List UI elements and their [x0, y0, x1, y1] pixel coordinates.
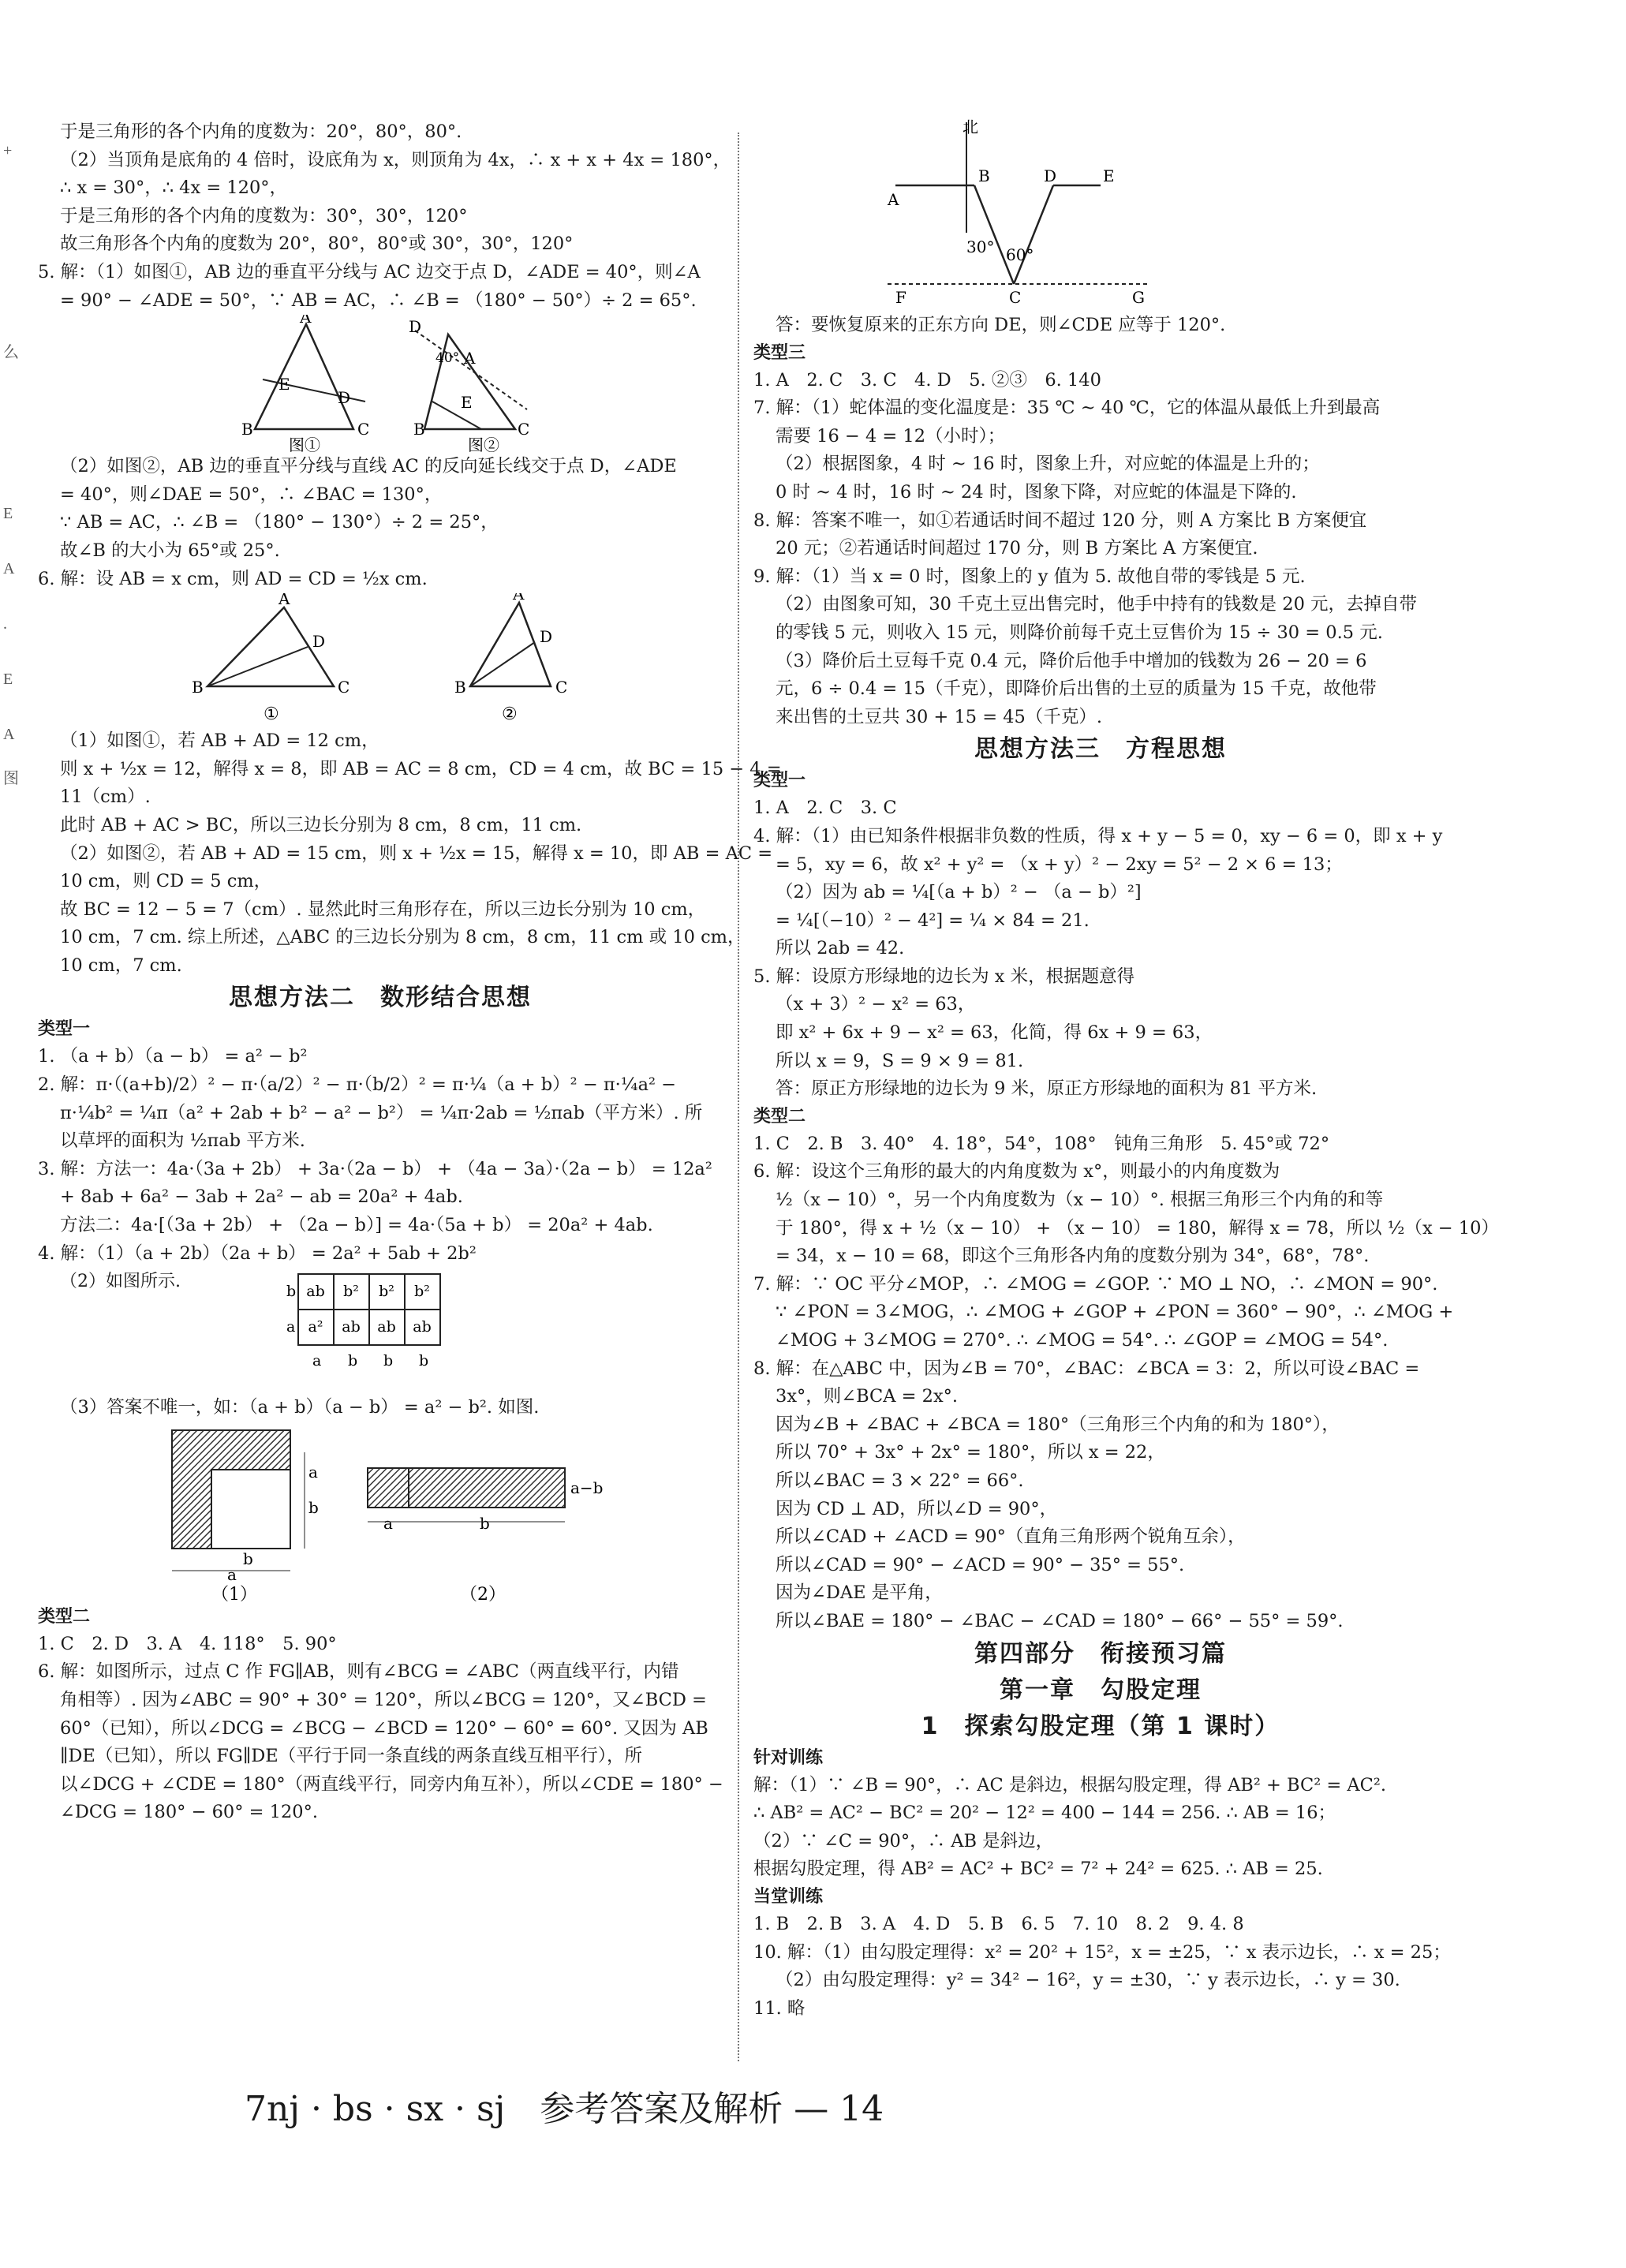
text-line: 以∠DCG + ∠CDE = 180°（两直线平行，同旁内角互补），所以∠CDE = 180° − [60, 1773, 723, 1795]
svg-text:C: C [1009, 288, 1022, 307]
svg-text:a²: a² [308, 1318, 323, 1336]
text-line: 角相等）. 因为∠ABC = 90° + 30° = 120°，所以∠BCG = 120°，又∠BCD = [60, 1690, 707, 1710]
text-line: = 90° − ∠ADE = 50°，∵ AB = AC，∴ ∠B = （180° − 50°）÷ 2 = 65°. [60, 290, 697, 311]
section-heading: 第一章 勾股定理 [1000, 1676, 1202, 1704]
text-line: （2）如图②，若 AB + AD = 15 cm，则 x + ½x = 15，解得 x = 10，即 AB = AC = [60, 843, 773, 864]
section-heading: 第四部分 衔接预习篇 [974, 1639, 1227, 1668]
text-line: 于是三角形的各个内角的度数为：30°，30°，120° [60, 205, 468, 226]
svg-text:E: E [461, 393, 473, 413]
text-line: 7. 解：∵ OC 平分∠MOP，∴ ∠MOG = ∠GOP. ∵ MO ⊥ NO，∴ ∠MON = 90°. [753, 1273, 1438, 1295]
text-line: 则 x + ½x = 12，解得 x = 8，即 AB = AC = 8 cm，CD = 4 cm，故 BC = 15 − 4 = [60, 758, 782, 779]
text-line: 1. A 2. C 3. C 4. D 5. ②③ 6. 140 [753, 369, 1101, 390]
svg-text:A: A [888, 190, 899, 209]
type-label: 当堂训练 [753, 1886, 824, 1907]
svg-text:D: D [540, 627, 553, 647]
svg-text:C: C [338, 678, 350, 697]
svg-text:a−b: a−b [570, 1478, 604, 1497]
svg-text:北: 北 [963, 118, 978, 136]
text-line: 所以∠BAC = 3 × 22° = 66°. [776, 1470, 1024, 1491]
text-line: 元，6 ÷ 0.4 = 15（千克），即降价后出售的土豆的质量为 15 千克，故他带 [776, 678, 1377, 700]
text-line: 0 时 ~ 4 时，16 时 ~ 24 时，图象下降，对应蛇的体温是下降的. [776, 481, 1297, 503]
text-line: 5. 解：（1）如图①，AB 边的垂直平分线与 AC 边交于点 D，∠ADE = 40°，则∠A [38, 261, 701, 282]
text-line: 11. 略 [753, 1997, 806, 2019]
svg-text:B: B [192, 678, 204, 697]
text-line: + 8ab + 6a² − 3ab + 2a² − ab = 20a² + 4ab. [60, 1186, 463, 1208]
svg-text:F: F [895, 288, 906, 307]
text-line: 6. 解：如图所示，过点 C 作 FG∥AB，则有∠BCG = ∠ABC（两直线平行，内错 [38, 1661, 679, 1683]
svg-text:a: a [286, 1318, 296, 1336]
text-line: 答：要恢复原来的正东方向 DE，则∠CDE 应等于 120°. [776, 315, 1226, 335]
right-column [753, 118, 1499, 2023]
text-line: 20 元；②若通话时间超过 170 分，则 B 方案比 A 方案便宜. [776, 538, 1258, 559]
text-line: 所以 x = 9，S = 9 × 9 = 81. [776, 1050, 1024, 1071]
svg-text:ab: ab [377, 1318, 396, 1336]
text-line: 5. 解：设原方形绿地的边长为 x 米，根据题意得 [753, 966, 1135, 987]
text-line: 4. 解：（1）（a + 2b）（2a + b） = 2a² + 5ab + 2b² [38, 1242, 477, 1264]
text-line: 1. B 2. B 3. A 4. D 5. B 6. 5 7. 10 8. 2 9. 4. 8 [753, 1913, 1244, 1934]
text-line: （3）答案不唯一，如：（a + b）（a − b） = a² − b². 如图. [60, 1397, 540, 1418]
svg-text:C: C [518, 420, 530, 439]
svg-text:a: a [383, 1513, 393, 1533]
svg-text:a: a [308, 1462, 318, 1481]
text-line: ∴ AB² = AC² − BC² = 20² − 12² = 400 − 144 = 256. ∴ AB = 16； [753, 1803, 1336, 1824]
svg-text:D: D [409, 317, 422, 337]
text-line: 于是三角形的各个内角的度数为：20°，80°，80°. [60, 121, 462, 142]
text-line: 所以∠CAD = 90° − ∠ACD = 90° − 35° = 55°. [776, 1554, 1185, 1575]
text-line: 2. 解：π·（(a+b)/2）² − π·（a/2）² − π·（b/2）² = π·¼（a + b）² − π·¼a² − [38, 1074, 677, 1096]
figure-4 [38, 1422, 723, 1604]
type-label: 针对训练 [753, 1747, 824, 1768]
text-line: = 34，x − 10 = 68，即这个三角形各内角的度数分别为 34°，68°，78°. [776, 1246, 1370, 1267]
figure-2 [38, 593, 723, 727]
svg-text:b: b [243, 1549, 253, 1568]
text-line: （3）降价后土豆每千克 0.4 元，降价后他手中增加的钱数为 26 − 20 = 6 [776, 650, 1367, 671]
text-line: = 40°，则∠DAE = 50°，∴ ∠BAC = 130°， [60, 484, 443, 505]
svg-text:E: E [278, 375, 290, 394]
svg-text:40°: 40° [435, 350, 460, 367]
section-heading: 1 探索勾股定理（第 1 课时） [921, 1712, 1280, 1740]
svg-text:b²: b² [379, 1283, 394, 1301]
text-line: = ¼[（−10）² − 4²] = ¼ × 84 = 21. [776, 910, 1090, 931]
svg-text:C: C [555, 678, 568, 697]
svg-text:B: B [413, 420, 425, 439]
text-line: 10 cm，则 CD = 5 cm， [60, 871, 272, 892]
text-line: ½（x − 10）°，另一个内角度数为（x − 10）°. 根据三角形三个内角的和等 [776, 1190, 1384, 1211]
text-line: 故∠B 的大小为 65°或 25°. [60, 540, 280, 561]
svg-text:B: B [978, 166, 990, 185]
svg-text:（1）: （1） [211, 1584, 257, 1604]
text-line: 10 cm，7 cm. [60, 955, 182, 976]
svg-text:D: D [312, 632, 326, 652]
svg-text:b²: b² [414, 1283, 430, 1301]
text-line: 9. 解：（1）当 x = 0 时，图象上的 y 值为 5. 故他自带的零钱是 5 元. [753, 566, 1306, 587]
text-line: 60°（已知），所以∠DCG = ∠BCG − ∠BCD = 120° − 60° = 60°. 又因为 AB [60, 1717, 708, 1739]
section-heading: 思想方法二 数形结合思想 [229, 984, 532, 1012]
svg-text:②: ② [502, 704, 518, 725]
text-line: 解：（1）∵ ∠B = 90°，∴ AC 是斜边，根据勾股定理，得 AB² + BC² = AC². [753, 1774, 1387, 1795]
type-label: 类型三 [753, 342, 806, 363]
svg-text:b: b [383, 1352, 394, 1370]
text-line: （2）如图②，AB 边的垂直平分线与直线 AC 的反向延长线交于点 D，∠ADE [60, 456, 677, 477]
svg-text:b: b [480, 1513, 490, 1533]
text-line: 故三角形各个内角的度数为 20°，80°，80°或 30°，30°，120° [60, 234, 574, 255]
text-line: （2）因为 ab = ¼[（a + b）² − （a − b）²] [776, 882, 1142, 903]
svg-text:E: E [1103, 166, 1115, 185]
svg-text:B: B [241, 420, 253, 439]
svg-text:ab: ab [306, 1283, 325, 1301]
text-line: 根据勾股定理，得 AB² = AC² + BC² = 7² + 24² = 625. ∴ AB = 25. [753, 1859, 1323, 1880]
svg-text:30°: 30° [966, 237, 995, 256]
svg-text:b: b [286, 1283, 297, 1301]
type-label: 类型一 [38, 1019, 91, 1040]
text-line: 方法二：4a·[（3a + 2b） + （2a − b）] = 4a·（5a + b） = 20a² + 4ab. [60, 1215, 653, 1236]
svg-text:D: D [338, 388, 351, 408]
text-line: 11（cm）. [60, 787, 151, 808]
text-line: 所以 70° + 3x° + 2x° = 180°，所以 x = 22， [776, 1442, 1165, 1463]
text-line: 需要 16 − 4 = 12（小时）； [776, 425, 1006, 447]
svg-text:D: D [1044, 166, 1057, 185]
svg-text:b: b [419, 1352, 429, 1370]
text-line: （2）由勾股定理得：y² = 34² − 16²，y = ±30，∵ y 表示边长，∴ y = 30. [776, 1970, 1400, 1991]
text-line: 即 x² + 6x + 9 − x² = 63，化简，得 6x + 9 = 63， [776, 1022, 1213, 1044]
text-line: 10 cm，7 cm. 综上所述，△ABC 的三边长分别为 8 cm，8 cm，11 cm 或 10 cm， [60, 927, 746, 948]
text-line: 的零钱 5 元，则收入 15 元，则降价前每千克土豆售价为 15 ÷ 30 = 0.5 元. [776, 622, 1383, 643]
text-line: ∥DE（已知），所以 FG∥DE（平行于同一条直线的两条直线互相平行），所 [60, 1746, 642, 1767]
text-line: 来出售的土豆共 30 + 15 = 45（千克）. [776, 706, 1103, 727]
svg-text:①: ① [264, 704, 279, 725]
svg-text:a: a [227, 1564, 237, 1584]
svg-text:b: b [308, 1497, 319, 1517]
text-line: 3. 解：方法一：4a·（3a + 2b） + 3a·（2a − b） + （4a − 3a）·（2a − b） = 12a² [38, 1158, 712, 1179]
text-line: 此时 AB + AC > BC，所以三边长分别为 8 cm，8 cm，11 cm. [60, 814, 582, 835]
text-line: ∴ x = 30°，∴ 4x = 120°， [60, 177, 288, 199]
text-line: 1. C 2. D 3. A 4. 118° 5. 90° [38, 1633, 337, 1654]
text-line: 所以 2ab = 42. [776, 938, 905, 959]
text-line: 故 BC = 12 − 5 = 7（cm）. 显然此时三角形存在，所以三边长分别为 10 cm， [60, 899, 706, 920]
section-heading: 思想方法三 方程思想 [974, 735, 1227, 764]
text-line: （1）如图①，若 AB + AD = 12 cm， [60, 730, 379, 752]
fig1-caption-1: 图① [289, 435, 320, 454]
text-line: 8. 解：在△ABC 中，因为∠B = 70°，∠BAC：∠BCA = 3：2，所以可设∠BAC = [753, 1358, 1420, 1379]
type-label: 类型二 [753, 1106, 806, 1127]
text-line: 6. 解：设 AB = x cm，则 AD = CD = ½x cm. [38, 568, 428, 589]
figure-3 [38, 1268, 723, 1394]
text-line: 3x°，则∠BCA = 2x°. [776, 1386, 959, 1407]
text-line: π·¼b² = ¼π（a² + 2ab + b² − a² − b²） = ¼π·2ab = ½πab（平方米）. 所 [60, 1102, 703, 1123]
svg-text:60°: 60° [1006, 245, 1034, 264]
svg-text:A: A [300, 315, 312, 327]
text-line: 以草坪的面积为 ½πab 平方米. [60, 1130, 305, 1152]
text-line: （2）根据图象，4 时 ~ 16 时，图象上升，对应蛇的体温是上升的； [776, 454, 1320, 475]
fig1-caption-2: 图② [468, 435, 499, 454]
svg-text:C: C [357, 420, 370, 439]
svg-text:b: b [348, 1352, 358, 1370]
figure-1 [38, 315, 723, 453]
text-line: 1. A 2. C 3. C [753, 798, 897, 819]
text-line: ∵ ∠PON = 3∠MOG，∴ ∠MOG + ∠GOP + ∠PON = 360° − 90°，∴ ∠MOG + [776, 1302, 1454, 1323]
text-line: 因为∠DAE 是平角， [776, 1582, 943, 1604]
text-line: ∵ AB = AC，∴ ∠B = （180° − 130°）÷ 2 = 25°， [60, 512, 499, 533]
svg-text:ab: ab [342, 1318, 361, 1336]
svg-text:G: G [1132, 288, 1145, 307]
figure-5 [753, 118, 1448, 312]
svg-text:A: A [278, 593, 290, 609]
type-label: 类型二 [38, 1606, 91, 1627]
text-line: （2）∵ ∠C = 90°，∴ AB 是斜边， [753, 1830, 1054, 1851]
type-label: 类型一 [753, 771, 806, 791]
page-footer: 7nj · bs · sx · sj 参考答案及解析 — 14 [245, 2089, 884, 2129]
text-line: 8. 解：答案不唯一，如①若通话时间不超过 120 分，则 A 方案比 B 方案便宜 [753, 510, 1367, 531]
text-line: 4. 解：（1）由已知条件根据非负数的性质，得 x + y − 5 = 0，xy − 6 = 0，即 x + y [753, 825, 1443, 846]
text-line: 1. C 2. B 3. 40° 4. 18°，54°，108° 钝角三角形 5. 45°或 72° [753, 1133, 1330, 1154]
text-line: = 5，xy = 6，故 x² + y² = （x + y）² − 2xy = 5² − 2 × 6 = 13； [776, 854, 1343, 875]
text-line: 于 180°，得 x + ½（x − 10） + （x − 10） = 180，解得 x = 78，所以 ½（x − 10） [776, 1217, 1499, 1239]
text-line: 7. 解：（1）蛇体温的变化温度是：35 ℃ ~ 40 ℃，它的体温从最低上升到最高 [753, 398, 1381, 419]
text-line: （2）由图象可知，30 千克土豆出售完时，他手中持有的钱数是 20 元，去掉自带 [776, 594, 1418, 615]
fig3-lead: （2）如图所示. [60, 1272, 181, 1292]
text-line: 答：原正方形绿地的边长为 9 米，原正方形绿地的面积为 81 平方米. [776, 1078, 1318, 1100]
text-line: （2）当顶角是底角的 4 倍时，设底角为 x，则顶角为 4x，∴ x + x + 4x = 180°， [60, 149, 731, 170]
svg-text:A: A [464, 349, 476, 368]
svg-text:ab: ab [413, 1318, 432, 1336]
text-line: 6. 解：设这个三角形的最大的内角度数为 x°，则最小的内角度数为 [753, 1161, 1280, 1183]
svg-text:a: a [312, 1352, 322, 1370]
text-line: ∠MOG + 3∠MOG = 270°. ∴ ∠MOG = 54°. ∴ ∠GOP = ∠MOG = 54°. [776, 1330, 1389, 1351]
svg-text:B: B [454, 678, 466, 697]
svg-text:b²: b² [343, 1283, 359, 1301]
svg-text:A: A [513, 593, 525, 604]
svg-text:（2）: （2） [460, 1584, 506, 1604]
text-line: 所以∠CAD + ∠ACD = 90°（直角三角形两个锐角互余）， [776, 1526, 1246, 1548]
text-line: 10. 解：（1）由勾股定理得：x² = 20² + 15²，x = ±25，∵ x 表示边长，∴ x = 25； [753, 1941, 1451, 1963]
text-line: ∠DCG = 180° − 60° = 120°. [60, 1802, 318, 1823]
text-line: 所以∠BAE = 180° − ∠BAC − ∠CAD = 180° − 66° − 55° = 59°. [776, 1610, 1344, 1631]
text-line: （x + 3）² − x² = 63， [776, 994, 976, 1015]
text-line: 因为 CD ⊥ AD，所以∠D = 90°， [776, 1498, 1058, 1519]
text-line: 因为∠B + ∠BAC + ∠BCA = 180°（三角形三个内角的和为 180°）， [776, 1414, 1340, 1435]
text-line: 1. （a + b）（a − b） = a² − b² [38, 1046, 308, 1067]
